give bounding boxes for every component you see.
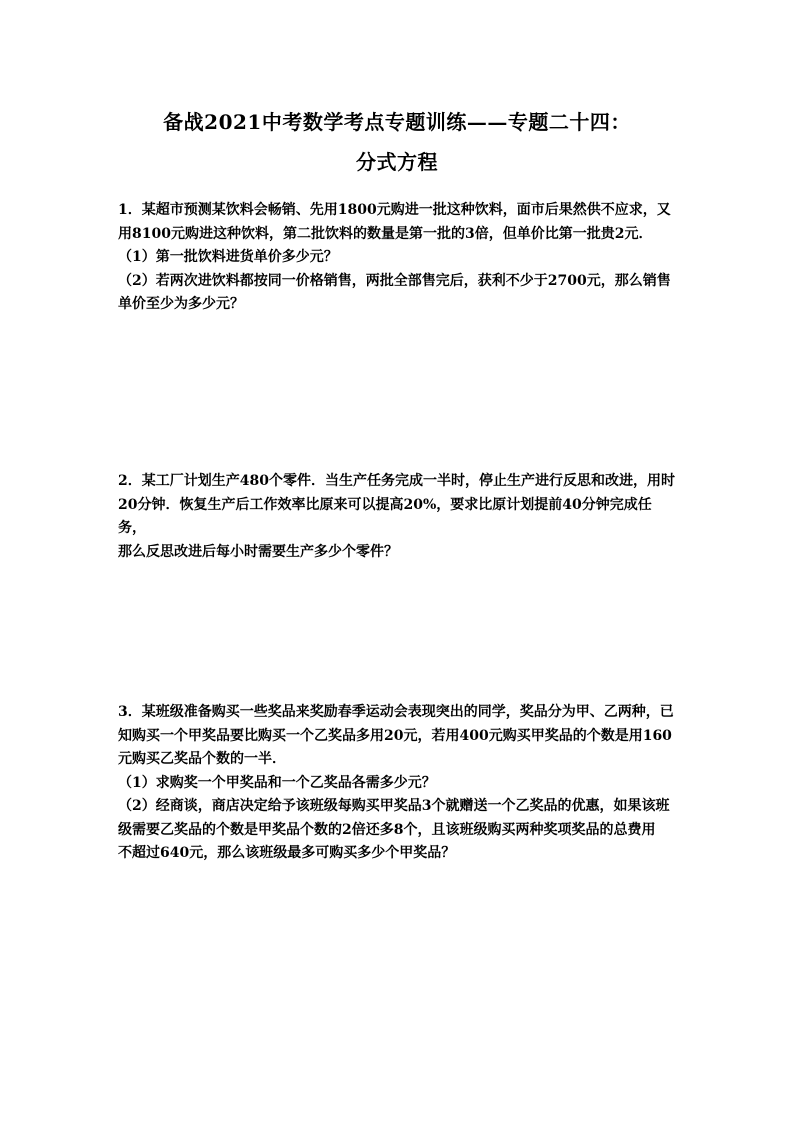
problem-line: 不超过640元，那么该班级最多可购买多少个甲奖品？ — [118, 845, 456, 861]
problem-line: 那么反思改进后每小时需要生产多少个零件？ — [118, 543, 398, 560]
problem-line: （2）经商谈，商店决定给予该班级每购买甲奖品3个就赠送一个乙奖品的优惠，如果该班 — [118, 798, 670, 814]
problem-3 — [118, 701, 678, 866]
problem-2 — [118, 470, 678, 564]
problem-1 — [118, 199, 678, 317]
problem-line: 知购买一个甲奖品要比购买一个乙奖品多用20元，若用400元购买甲奖品的个数是用160 — [118, 727, 672, 744]
problem-line: 用8100元购进这种饮料，第二批饮料的数量是第一批的3倍，但单价比第一批贵2元． — [118, 225, 653, 242]
problem-line: 元购买乙奖品个数的一半． — [118, 751, 286, 767]
problem-line: 2．某工厂计划生产480个零件．当生产任务完成一半时，停止生产进行反思和改进，用时 — [118, 473, 675, 489]
problem-line: （1）第一批饮料进货单价多少元？ — [118, 249, 338, 265]
problem-line: 单价至少为多少元？ — [118, 296, 244, 312]
problem-line: （2）若两次进饮料都按同一价格销售，两批全部售完后，获利不少于2700元，那么销售 — [118, 272, 671, 289]
problem-line: （1）求购奖一个甲奖品和一个乙奖品各需多少元？ — [118, 774, 436, 791]
document-title: 备战2021中考数学考点专题训练——专题二十四： — [163, 110, 631, 134]
problem-line: 1．某超市预测某饮料会畅销、先用1800元购进一批这种饮料，面市后果然供不应求，又 — [118, 202, 671, 218]
document-subtitle: 分式方程 — [356, 150, 438, 174]
problem-line: 级需要乙奖品的个数是甲奖品个数的2倍还多8个，且该班级购买两种奖项奖品的总费用 — [118, 821, 656, 838]
problem-line: 3．某班级准备购买一些奖品来奖励春季运动会表现突出的同学，奖品分为甲、乙两种，已 — [118, 704, 674, 720]
problem-line: 20分钟．恢复生产后工作效率比原来可以提高20%，要求比原计划提前40分钟完成任务， — [118, 496, 652, 536]
